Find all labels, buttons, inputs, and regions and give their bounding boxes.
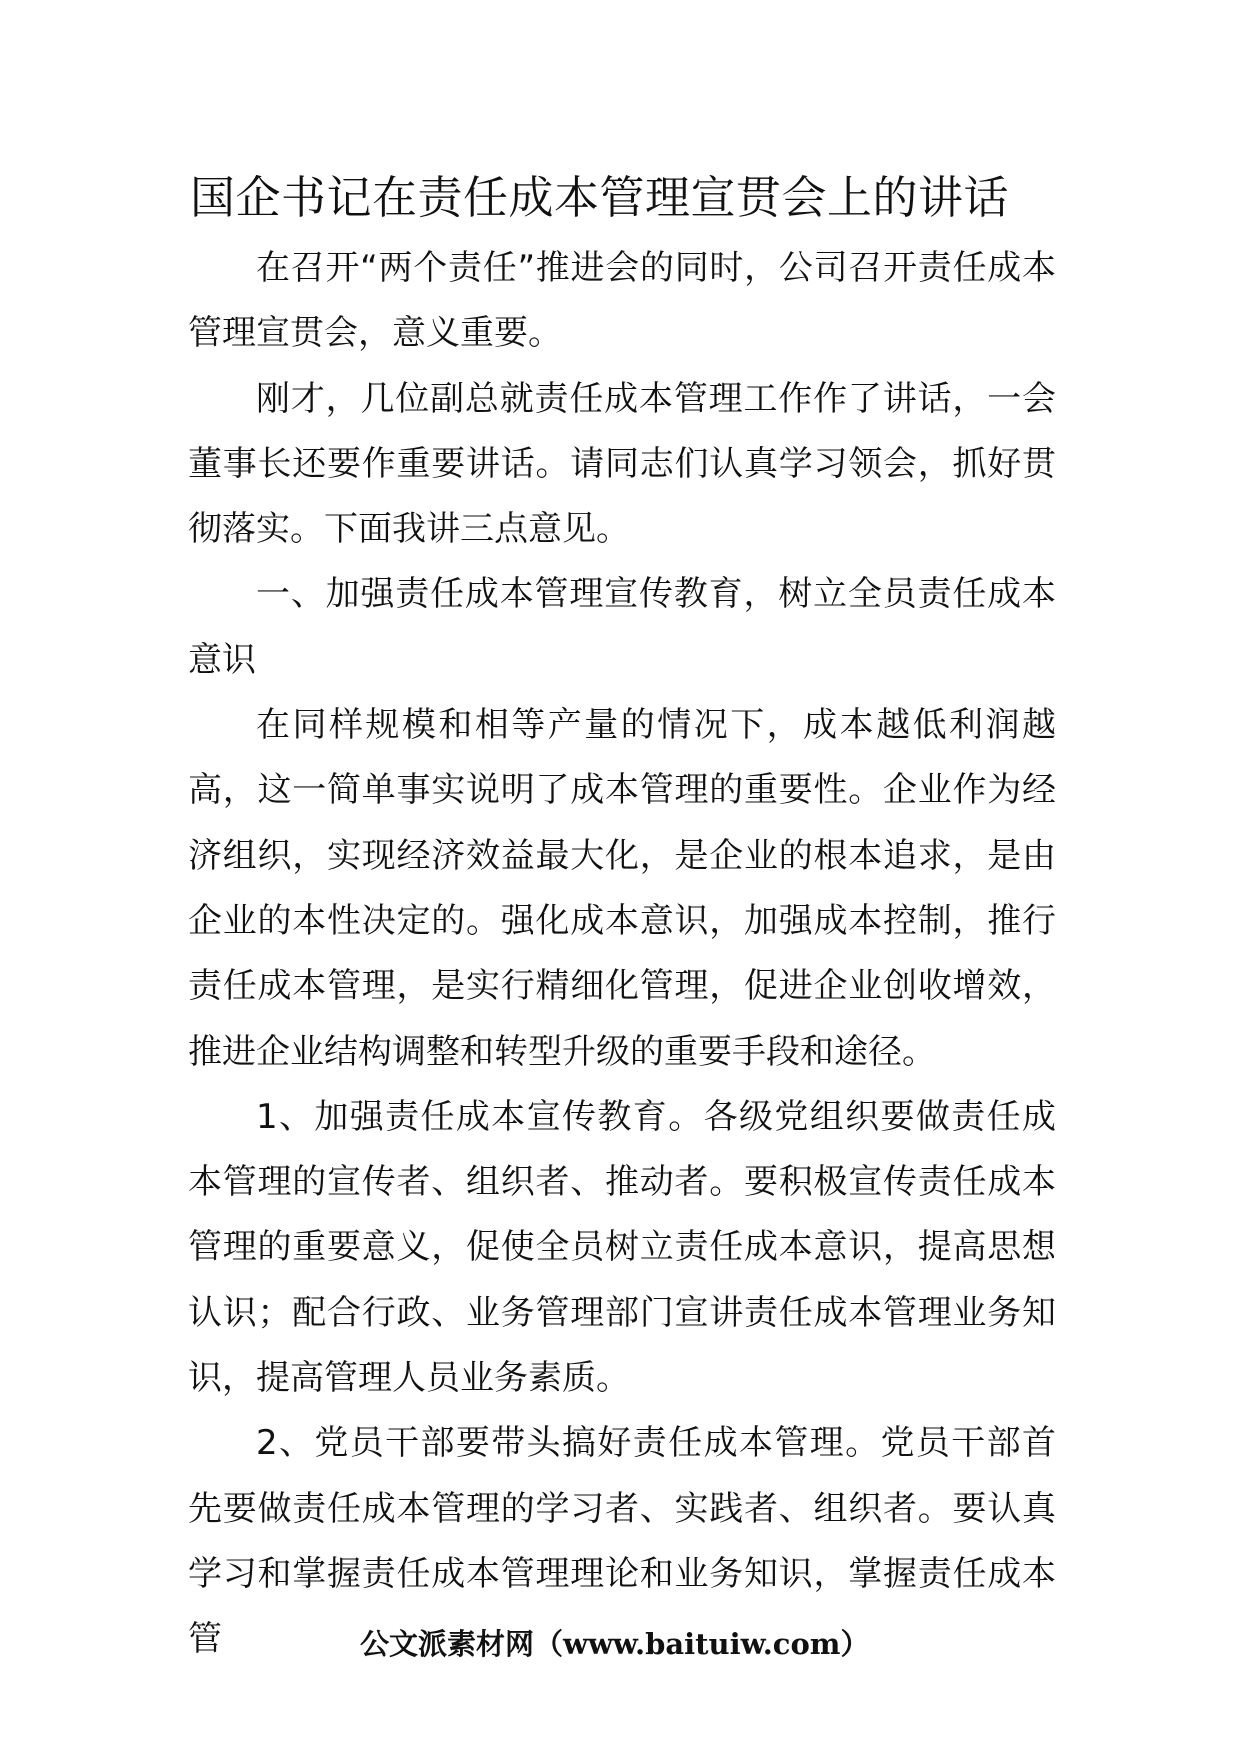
document-title: 国企书记在责任成本管理宣贯会上的讲话 — [190, 171, 1010, 224]
paragraph-point-1: 1、加强责任成本宣传教育。各级党组织要做责任成本管理的宣传者、组织者、推动者。要积极宣传责任成本管理的重要意义，促使全员树立责任成本意识，提高思想认识；配合行政、业务管理部门宣讲责任成本管理业务知识，提高管理人员业务素质。 — [188, 1096, 1056, 1399]
paragraph-intro: 在召开“两个责任”推进会的同时，公司召开责任成本管理宣贯会，意义重要。 — [188, 248, 1056, 354]
paragraph-cost-importance: 在同样规模和相等产量的情况下，成本越低利润越高，这一简单事实说明了成本管理的重要性。企业作为经济组织，实现经济效益最大化，是企业的根本追求，是由企业的本性决定的。强化成本意识，加强成本控制，推行责任成本管理，是实行精细化管理，促进企业创收增效，推进企业结构调整和转型升级的重要手段和途径。 — [188, 705, 1056, 1072]
paragraph-opening-remarks: 刚才，几位副总就责任成本管理工作作了讲话，一会董事长还要作重要讲话。请同志们认真学习领会，抓好贯彻落实。下面我讲三点意见。 — [188, 378, 1056, 550]
footer-watermark: 公文派素材网（www.baituiw.com） — [360, 1627, 870, 1661]
document-body — [188, 236, 1056, 1673]
section-heading-1: 一、加强责任成本管理宣传教育，树立全员责任成本意识 — [188, 574, 1056, 680]
paragraph-point-2: 2、党员干部要带头搞好责任成本管理。党员干部首先要做责任成本管理的学习者、实践者、组织者。要认真学习和掌握责任成本管理理论和业务知识，掌握责任成本管 — [188, 1423, 1056, 1660]
